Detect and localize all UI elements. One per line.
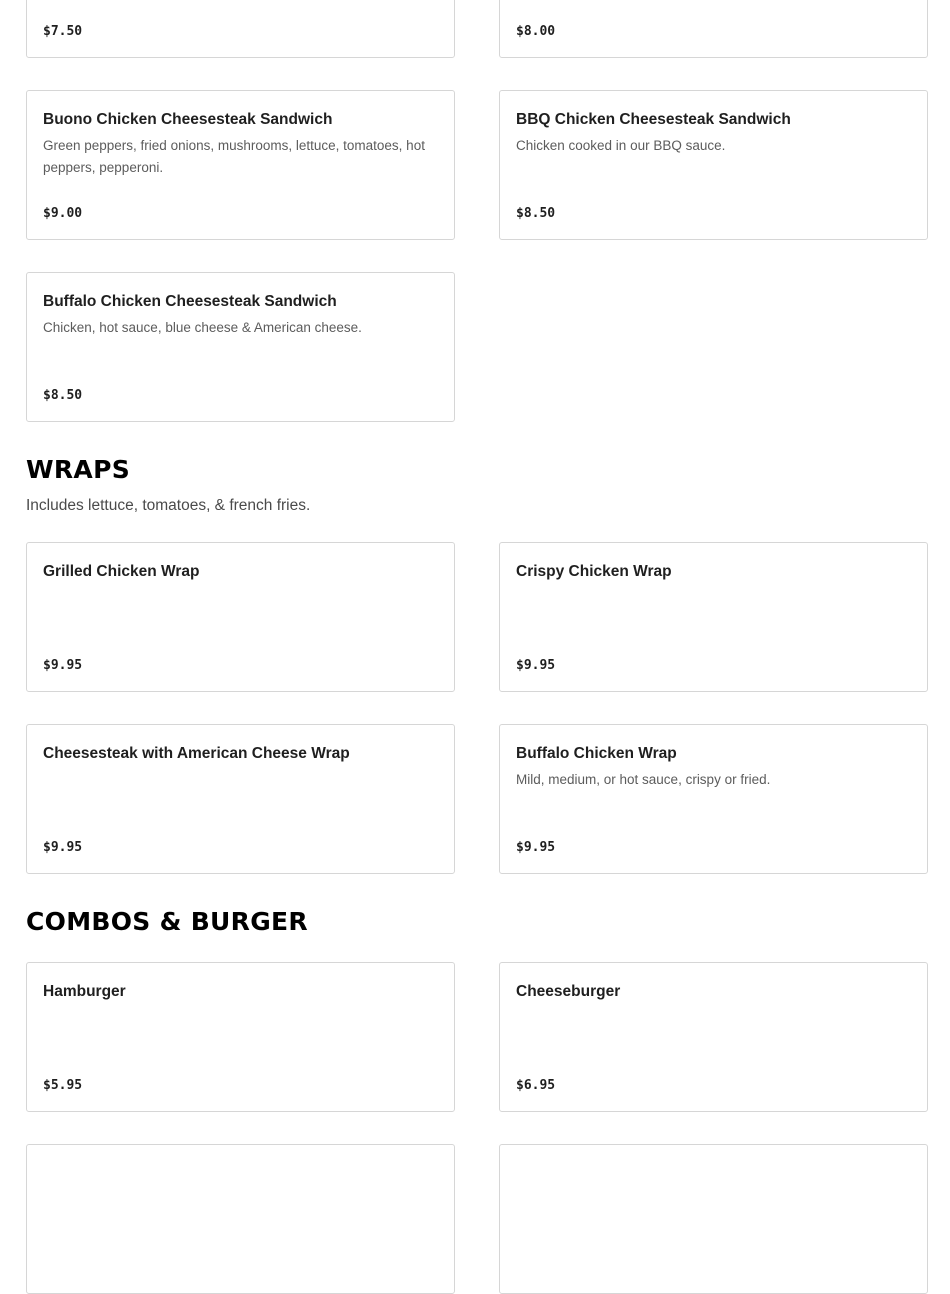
menu-item-name: BBQ Chicken Cheesesteak Sandwich xyxy=(516,111,791,128)
menu-item-card[interactable] xyxy=(26,962,455,1112)
menu-item-card[interactable] xyxy=(26,0,455,58)
menu-item-price: $9.95 xyxy=(43,658,83,673)
menu-item-card[interactable] xyxy=(26,272,455,422)
menu-item-price: $9.95 xyxy=(43,840,83,855)
menu-item-card[interactable] xyxy=(26,542,455,692)
menu-item-card[interactable] xyxy=(499,1144,928,1294)
menu-item-card[interactable] xyxy=(499,724,928,874)
menu-item-name: Buffalo Chicken Cheesesteak Sandwich xyxy=(43,293,337,310)
menu-item-card[interactable] xyxy=(499,542,928,692)
menu-item-name: Hamburger xyxy=(43,983,126,1000)
menu-item-description: Mild, medium, or hot sauce, crispy or fried. xyxy=(516,772,771,787)
menu-item-price: $8.50 xyxy=(516,206,556,221)
section-title-wraps: WRAPS xyxy=(26,455,131,484)
menu-item-price: $8.50 xyxy=(43,388,83,403)
menu-item-price: $8.00 xyxy=(516,24,556,39)
section-subtitle-wraps: Includes lettuce, tomatoes, & french fries. xyxy=(26,497,311,514)
menu-item-price: $9.00 xyxy=(43,206,83,221)
menu-item-name: Buffalo Chicken Wrap xyxy=(516,745,677,762)
menu-item-name: Grilled Chicken Wrap xyxy=(43,563,200,580)
section-title-combos: COMBOS & BURGER xyxy=(26,907,308,936)
menu-item-card[interactable] xyxy=(26,90,455,240)
menu-item-card[interactable] xyxy=(26,1144,455,1294)
menu-item-name: Cheeseburger xyxy=(516,983,621,1000)
menu-item-price: $5.95 xyxy=(43,1078,83,1093)
menu-item-card[interactable] xyxy=(499,962,928,1112)
menu-item-description: Chicken cooked in our BBQ sauce. xyxy=(516,138,726,153)
menu-item-name: Buono Chicken Cheesesteak Sandwich xyxy=(43,111,333,128)
menu-item-card[interactable] xyxy=(499,0,928,58)
menu-item-price: $9.95 xyxy=(516,840,556,855)
menu-item-price: $7.50 xyxy=(43,24,83,39)
menu-item-name: Cheesesteak with American Cheese Wrap xyxy=(43,745,350,762)
menu-item-name: Crispy Chicken Wrap xyxy=(516,563,672,580)
menu-item-card[interactable] xyxy=(499,90,928,240)
menu-item-description: Chicken, hot sauce, blue cheese & American cheese. xyxy=(43,320,362,335)
menu-item-card[interactable] xyxy=(26,724,455,874)
menu-item-price: $6.95 xyxy=(516,1078,556,1093)
menu-item-price: $9.95 xyxy=(516,658,556,673)
menu-item-description: Green peppers, fried onions, mushrooms, lettuce, tomatoes, hot peppers, pepperoni. xyxy=(43,138,425,175)
